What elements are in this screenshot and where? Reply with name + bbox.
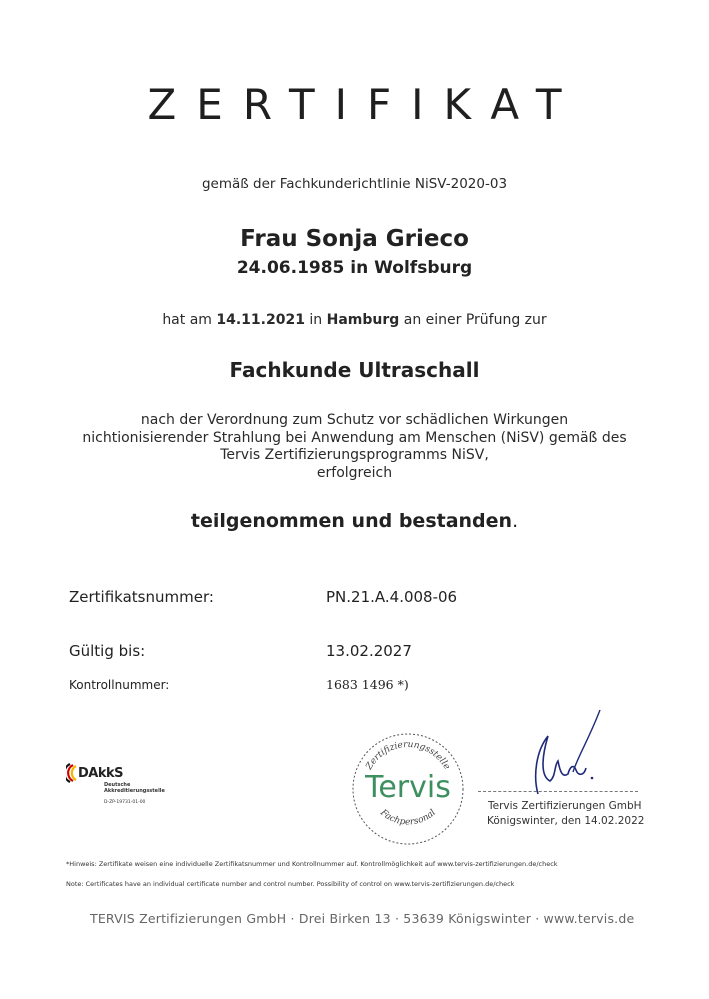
exam-city: Hamburg: [326, 312, 400, 328]
exam-prefix: hat am: [162, 312, 212, 328]
dakks-logo: [66, 762, 176, 812]
note-german: *Hinweis: Zertifikate weisen eine individuelle Zertifikatsnummer und Kontrollnummer auf. Kontrollmöglichkeit auf www.tervis-zertifizierungen.de/check: [66, 860, 558, 868]
dakks-number: D-ZP-19731-01-00: [104, 800, 146, 805]
control-number-label: Kontrollnummer:: [69, 678, 170, 692]
valid-until-label: Gültig bis:: [69, 642, 146, 660]
exam-line: [0, 312, 709, 328]
course-title: Fachkunde Ultraschall: [229, 358, 480, 382]
exam-date: 14.11.2021: [216, 312, 305, 328]
tervis-seal: [346, 727, 470, 851]
dakks-sub2: Akkreditierungsstelle: [104, 787, 165, 794]
signature-place-date: Königswinter, den 14.02.2022: [487, 815, 645, 827]
valid-until-value: 13.02.2027: [326, 642, 412, 660]
signature-company: Tervis Zertifizierungen GmbH: [488, 800, 642, 812]
description: [0, 412, 709, 482]
note-english: Note: Certificates have an individual certificate number and control number. Possibility of control on www.tervis-zertifizierungen.de/check: [66, 880, 515, 888]
description-line: nach der Verordnung zum Schutz vor schädlichen Wirkungen: [140, 412, 569, 428]
seal-bottom-text: Fachpersonal: [378, 807, 438, 828]
dakks-subtitle: [104, 783, 174, 794]
cert-number-value: PN.21.A.4.008-06: [326, 588, 458, 606]
dakks-sub1: Deutsche: [104, 782, 131, 788]
seal-top-text: Zertifizierungsstelle: [364, 739, 452, 772]
result: [0, 510, 709, 532]
certificate-title: ZERTIFIKAT: [147, 80, 582, 129]
description-line: nichtionisierender Strahlung bei Anwendung am Menschen (NiSV) gemäß des: [82, 429, 627, 446]
description-line: Tervis Zertifizierungsprogramms NiSV,: [220, 447, 489, 463]
signature: [478, 706, 618, 796]
control-number-value: 1683 1496 *): [326, 677, 409, 692]
holder-name: Frau Sonja Grieco: [240, 226, 469, 252]
result-dot: .: [512, 510, 519, 532]
cert-number-label: Zertifikatsnummer:: [69, 588, 214, 606]
exam-suffix: an einer Prüfung zur: [403, 312, 547, 328]
seal-center-text: Tervis: [365, 770, 451, 805]
description-line: erfolgreich: [316, 464, 393, 481]
dakks-name: DAkkS: [78, 766, 124, 781]
certificate-subtitle: gemäß der Fachkunderichtlinie NiSV-2020-03: [201, 176, 508, 192]
exam-mid: in: [309, 312, 323, 328]
signature-line: [478, 791, 638, 792]
holder-birth: 24.06.1985 in Wolfsburg: [236, 258, 473, 278]
footer: TERVIS Zertifizierungen GmbH · Drei Birken 13 · 53639 Königswinter · www.tervis.de: [90, 911, 635, 926]
result-text: teilgenommen und bestanden: [190, 510, 513, 532]
